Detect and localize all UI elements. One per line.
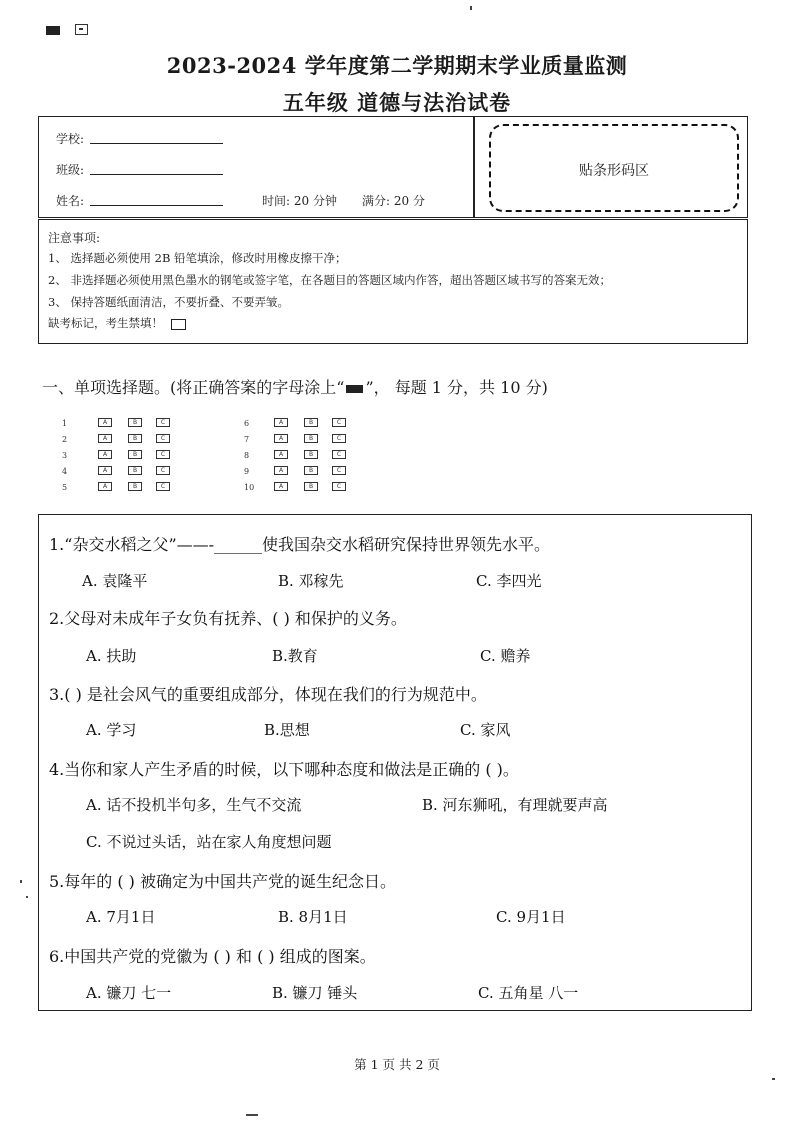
question-5-stem: 5.每年的 ( ) 被确定为中国共产党的诞生纪念日。 [49,872,397,891]
answer-bubble-c[interactable]: C [156,450,170,459]
answer-row [244,450,384,461]
answer-bubble-b[interactable]: B [128,482,142,491]
answer-bubble-c[interactable]: C [156,434,170,443]
question-3-stem: 3.( ) 是社会风气的重要组成部分，体现在我们的行为规范中。 [49,685,487,704]
answer-row-number: 8 [244,451,250,460]
scan-speck [470,6,472,10]
section-heading [42,375,548,398]
answer-bubble-a[interactable]: A [98,450,112,459]
name-input-line[interactable] [90,205,223,206]
answer-bubble-b[interactable]: B [304,450,318,459]
class-field[interactable] [56,161,226,177]
school-label: 学校: [56,132,85,146]
absent-mark-row [48,315,186,331]
scan-speck [772,1078,775,1080]
question-6-stem: 6.中国共产党的党徽为 ( ) 和 ( ) 组成的图案。 [49,947,376,966]
answer-bubble-a[interactable]: A [98,434,112,443]
question-3-option-b: B.思想 [264,721,310,739]
answer-row-number: 6 [244,419,250,428]
exam-full-score: 满分: 20 分 [362,194,425,208]
class-input-line[interactable] [90,174,223,175]
answer-bubble-a[interactable]: A [274,466,288,475]
answer-row-number: 9 [244,467,250,476]
name-label: 姓名: [56,194,85,208]
question-2-option-a: A. 扶助 [86,647,137,665]
answer-bubble-a[interactable]: A [98,466,112,475]
answer-row-number: 7 [244,435,250,444]
question-1-option-b: B. 邓稼先 [278,572,344,590]
answer-bubble-c[interactable]: C [156,482,170,491]
answer-grid-right [244,418,384,498]
answer-bubble-a[interactable]: A [98,482,112,491]
answer-bubble-b[interactable]: B [128,466,142,475]
answer-row [62,418,202,429]
answer-row-number: 3 [62,451,68,460]
absent-mark-box[interactable] [171,319,186,330]
question-1-option-a: A. 袁隆平 [82,572,148,590]
answer-row-number: 4 [62,467,68,476]
question-2-option-c: C. 赡养 [480,647,531,665]
question-5-option-c: C. 9月1日 [496,908,566,926]
answer-bubble-a[interactable]: A [274,450,288,459]
question-6-option-c: C. 五角星 八一 [478,984,579,1002]
answer-bubble-a[interactable]: A [98,418,112,427]
question-4-option-b: B. 河东狮吼，有理就要声高 [422,796,608,814]
answer-row-number: 10 [244,483,255,492]
answer-bubble-b[interactable]: B [304,434,318,443]
answer-row [62,434,202,445]
section-heading-suffix: ”， 每题 1 分，共 10 分) [365,378,548,397]
barcode-label: 贴条形码区 [579,163,649,179]
question-6-option-a: A. 镰刀 七一 [86,984,172,1002]
school-field[interactable] [56,130,226,146]
answer-row [244,482,384,493]
question-6-option-b: B. 镰刀 锤头 [272,984,358,1002]
question-2-stem: 2.父母对未成年子女负有抚养、( ) 和保护的义务。 [49,609,407,628]
scan-speck [20,880,22,883]
answer-bubble-a[interactable]: A [274,418,288,427]
question-1-stem: 1.“杂交水稻之父”——-______使我国杂交水稻研究保持世界领先水平。 [49,535,551,554]
answer-bubble-c[interactable]: C [332,434,346,443]
question-4-option-a: A. 话不投机半句多，生气不交流 [86,796,302,814]
exam-time: 时间: 20 分钟 [262,194,337,208]
answer-bubble-b[interactable]: B [304,482,318,491]
answer-row [62,482,202,493]
answer-bubble-c[interactable]: C [156,466,170,475]
answer-row-number: 1 [62,419,68,428]
answer-bubble-b[interactable]: B [128,434,142,443]
answer-row [244,466,384,477]
absent-mark-label: 缺考标记，考生禁填！ [48,316,163,330]
filled-bubble-example [346,385,363,393]
answer-bubble-b[interactable]: B [128,418,142,427]
answer-grid-left [62,418,202,498]
answer-row [244,418,384,429]
note-item-2: 2、 非选择题必须使用黑色墨水的钢笔或签字笔，在各题目的答题区域内作答，超出答题区域书写的答案无效； [48,273,611,287]
scan-speck [26,896,28,898]
section-heading-prefix: 一、单项选择题。(将正确答案的字母涂上“ [42,378,345,397]
question-3-option-a: A. 学习 [86,721,137,739]
answer-row [62,466,202,477]
scan-speck [246,1114,258,1116]
answer-row-number: 2 [62,435,68,444]
question-2-option-b: B.教育 [272,647,318,665]
question-4-stem: 4.当你和家人产生矛盾的时候，以下哪种态度和做法是正确的 ( )。 [49,760,519,779]
exam-title: 2023-2024 学年度第二学期期末学业质量监测 [166,53,628,78]
note-item-1: 1、 选择题必须使用 2B 铅笔填涂，修改时用橡皮擦干净； [48,251,347,265]
note-item-3: 3、 保持答题纸面清洁，不要折叠、不要弄皱。 [48,295,289,309]
class-label: 班级: [56,163,85,177]
question-5-option-a: A. 7月1日 [86,908,156,926]
question-3-option-c: C. 家风 [460,721,511,739]
answer-bubble-b[interactable]: B [304,466,318,475]
answer-bubble-c[interactable]: C [156,418,170,427]
info-divider [473,116,475,218]
answer-bubble-a[interactable]: A [274,482,288,491]
answer-bubble-c[interactable]: C [332,482,346,491]
answer-bubble-a[interactable]: A [274,434,288,443]
scan-marker-outline [75,24,88,35]
page-number: 第 1 页 共 2 页 [354,1057,440,1072]
question-4-option-c: C. 不说过头话，站在家人角度想问题 [86,833,332,851]
notes-title: 注意事项: [48,231,101,245]
answer-bubble-c[interactable]: C [332,450,346,459]
answer-row [244,434,384,445]
answer-bubble-b[interactable]: B [128,450,142,459]
question-1-option-c: C. 李四光 [476,572,542,590]
name-field[interactable] [56,192,226,208]
answer-bubble-c[interactable]: C [332,418,346,427]
exam-subtitle: 五年级 道德与法治试卷 [282,90,512,115]
school-input-line[interactable] [90,143,223,144]
answer-row-number: 5 [62,483,68,492]
question-5-option-b: B. 8月1日 [278,908,348,926]
answer-bubble-c[interactable]: C [332,466,346,475]
answer-row [62,450,202,461]
answer-bubble-b[interactable]: B [304,418,318,427]
scan-marker-solid [46,26,60,35]
